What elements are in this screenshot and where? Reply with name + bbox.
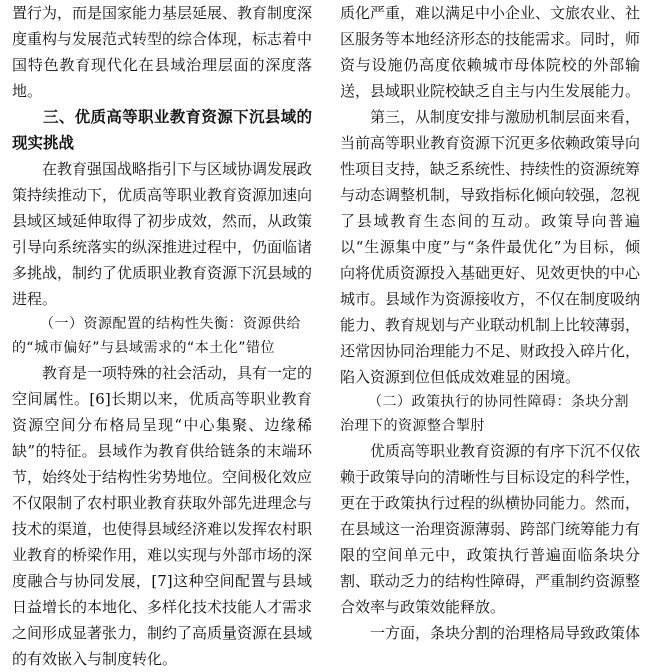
right-paragraph-third-point: 第三，从制度安排与激励机制层面来看，当前高等职业教育资源下沉更多依赖政策导向性项目支持，缺乏系统性、持续性的资源统筹与动态调整机制，导致指标化倾向较强，忽视了县域教育生态间的互动。政策导向普遍以“生源集中度”与“条件最优化”为目标，倾向将优质资源投入基础更好、见效更快的中心城市。县域作为资源接收方，不仅在制度吸纳能力、教育规划与产业联动机制上比较薄弱，还常因协同治理能力不足、财政投入碎片化，陷入资源到位但低成效难显的困境。 (340, 108, 641, 386)
right-paragraph-body: 优质高等职业教育资源的有序下沉不仅依赖于政策导向的清晰性与目标设定的科学性，更在于政策执行过程的纵横协同能力。然而，在县域这一治理资源薄弱、跨部门统筹能力有限的空间单元中，政策执行普遍面临条块分割、联动乏力的结构性障碍，严重制约资源整合效率与政策效能释放。 (340, 442, 641, 616)
right-paragraph-continuation: 质化严重，难以满足中小企业、文旅农业、社区服务等本地经济形态的技能需求。同时，师资与设施仍高度依赖城市母体院校的外部输送，县域职业院校缺乏自主与内生发展能力。 (340, 4, 641, 100)
left-paragraph-intro: 在教育强国战略指引下与区域协调发展政策持续推动下，优质高等职业教育资源加速向县域区域延伸取得了初步成效，然而，从政策引导向系统落实的纵深推进过程中，仍面临诸多挑战，制约了优质职业教育资源下沉县域的进程。 (12, 160, 313, 308)
left-column (12, 0, 312, 672)
left-paragraph-body: 教育是一项特殊的社会活动，具有一定的空间属性。[6]长期以来，优质高等职业教育资源空间分布格局呈现“中心集聚、边缘稀缺”的特征。县域作为教育供给链条的末端环节，始终处于结构性劣势地位。空间极化效应不仅限制了农村职业教育获取外部先进理念与技术的渠道，也使得县域经济难以发挥农村职业教育的桥梁作用，难以实现与外部市场的深度融合与协同发展，[7]这种空间配置与县域日益增长的本地化、多样化技术技能人才需求之间形成显著张力，制约了高质量资源在县域的有效嵌入与制度转化。 (12, 364, 313, 668)
subheading-policy-coordination: （二）政策执行的协同性障碍：条块分割治理下的资源整合掣肘 (340, 394, 629, 434)
subheading-resource-imbalance: （一）资源配置的结构性失衡：资源供给的“城市偏好”与县域需求的“本土化”错位 (12, 316, 301, 356)
left-paragraph-continuation: 置行为，而是国家能力基层延展、教育制度深度重构与发展范式转型的综合体现，标志着中国特色教育现代化在县域治理层面的深度落地。 (12, 4, 313, 100)
right-paragraph-last: 一方面，条块分割的治理格局导致政策体 (370, 624, 641, 642)
section-heading: 三、优质高等职业教育资源下沉县域的现实挑战 (12, 108, 312, 152)
right-column (340, 0, 640, 646)
